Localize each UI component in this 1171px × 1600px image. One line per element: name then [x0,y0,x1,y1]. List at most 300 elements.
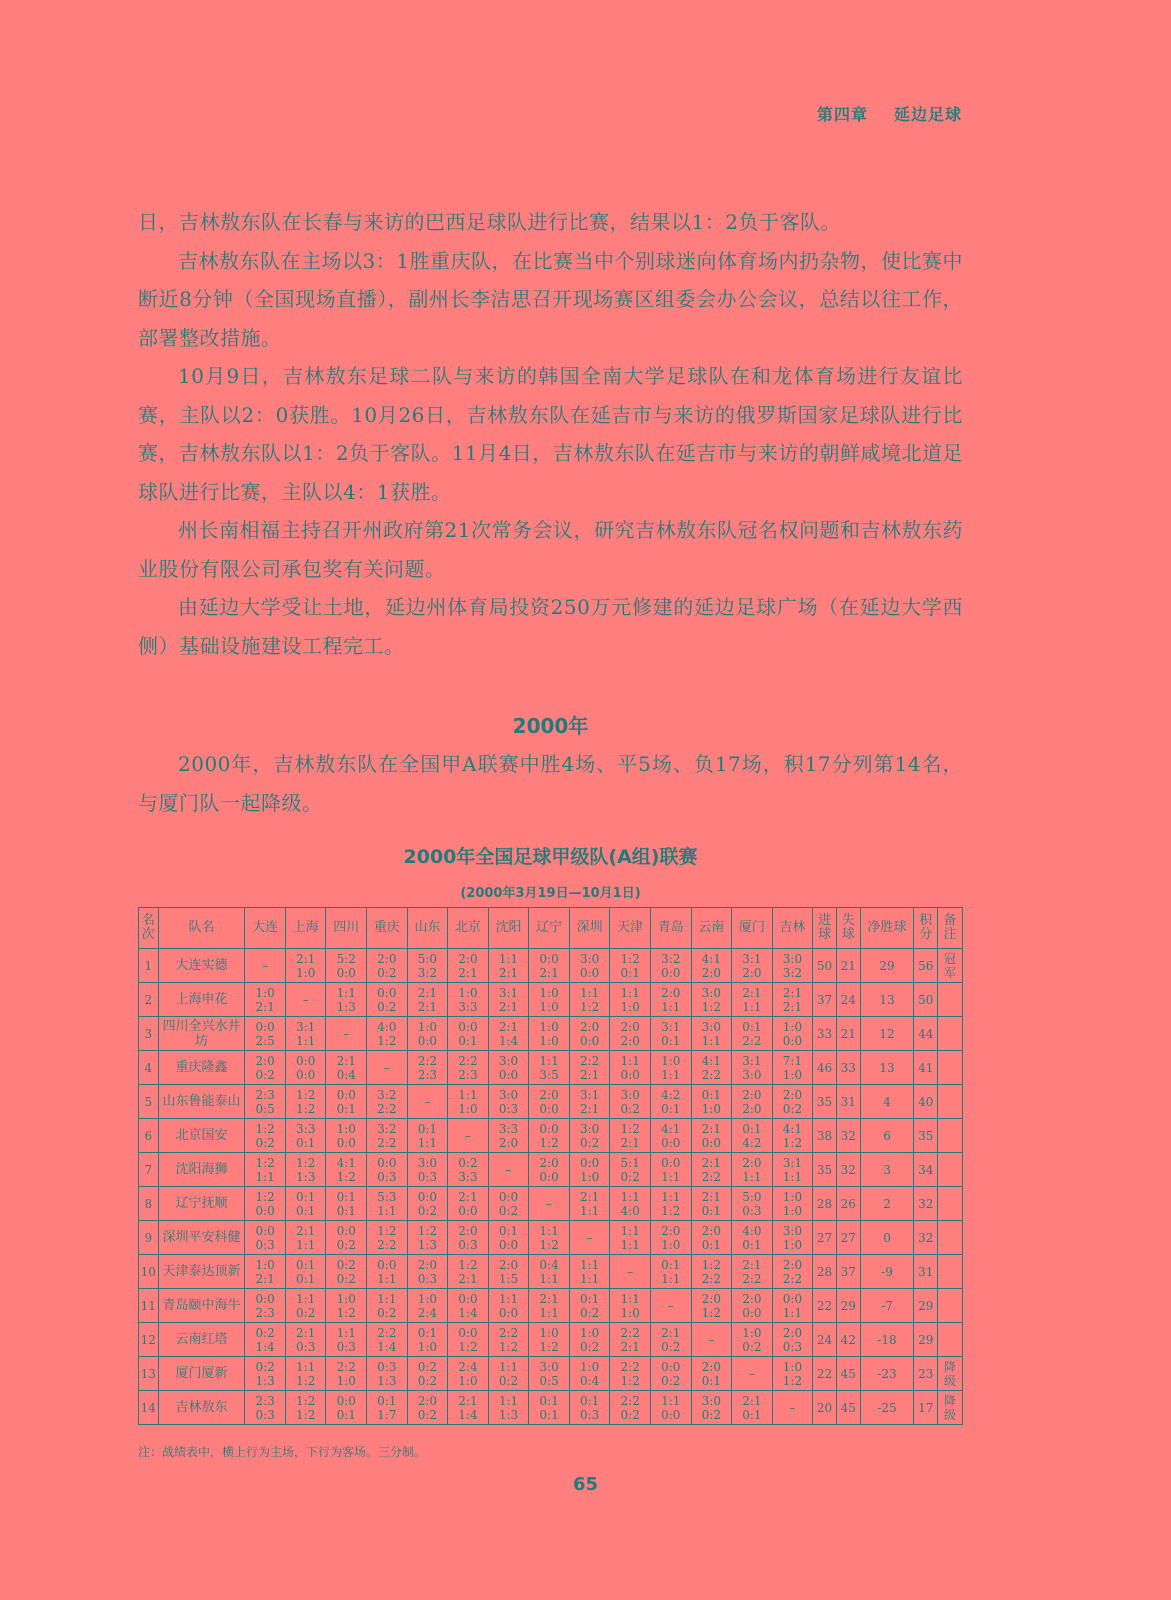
result-line: 1:0 [296,965,316,980]
cell-result [610,1391,651,1425]
cell-result [569,1153,610,1187]
cell-rank: 8 [139,1187,159,1221]
result-line: 3:0 [620,1087,640,1102]
result-line: 0:3 [579,1407,600,1422]
cell-result [367,1391,408,1425]
result-line: 2:2 [620,1359,640,1374]
result-line: 1:1 [377,1271,397,1286]
cell-gf: 33 [813,1017,837,1051]
result-line: 1:1 [661,1393,681,1408]
result-line: 3:0 [782,951,803,966]
cell-result [569,1357,610,1391]
result-line: 1:2 [782,1135,803,1150]
result-line: 3:0 [498,1087,519,1102]
result-line: 0:3 [336,1339,356,1354]
cell-result [285,1221,326,1255]
cell-result [772,1153,813,1187]
cell-result [326,1119,367,1153]
result-line: 1:2 [620,951,640,966]
cell-result [488,1187,529,1221]
cell-result [691,983,732,1017]
result-line: 3:1 [661,1019,681,1034]
cell-result [367,1187,408,1221]
cell-result [488,1255,529,1289]
cell-result [488,1221,529,1255]
result-line: 0:2 [336,1237,356,1252]
running-head [138,102,962,125]
table-row [139,1391,963,1425]
cell-result [245,1153,286,1187]
result-line: 1:3 [498,1407,519,1422]
cell-gf: 20 [813,1391,837,1425]
chapter-label: 第四章 [816,105,868,124]
cell-result [610,949,651,983]
result-line: 2:0 [661,985,681,1000]
result-line: 0:0 [458,1019,478,1034]
cell-pts: 17 [914,1391,938,1425]
result-line: 1:2 [458,1339,478,1354]
result-line: 1:1 [742,1169,762,1184]
result-line: 0:1 [701,1087,721,1102]
cell-result [650,1323,691,1357]
cell-team: 大连实德 [158,949,245,983]
cell-result [245,1051,286,1085]
result-line: 3:3 [458,1169,478,1184]
cell-result [650,1119,691,1153]
cell-ga: 37 [836,1255,860,1289]
cell-result [448,1017,489,1051]
cell-result [732,1051,773,1085]
cell-pts: 29 [914,1289,938,1323]
result-line: 0:1 [742,1237,762,1252]
cell-result [326,1289,367,1323]
result-line: 0:3 [782,1339,803,1354]
result-line: 1:2 [539,1237,559,1252]
cell-result: – [245,949,286,983]
cell-result [488,1119,529,1153]
result-line: 3:0 [782,1223,803,1238]
result-line: 1:0 [620,1305,640,1320]
cell-result [407,983,448,1017]
cell-team: 天津泰达顶新 [158,1255,245,1289]
result-line: 0:2 [255,1135,275,1150]
result-line: 0:0 [661,1407,681,1422]
cell-gd: 13 [860,1051,914,1085]
cell-result [245,1017,286,1051]
cell-gf: 38 [813,1119,837,1153]
result-line: 2:1 [296,1223,316,1238]
cell-team: 辽宁抚顺 [158,1187,245,1221]
cell-gf: 35 [813,1153,837,1187]
cell-result [691,1391,732,1425]
cell-result [448,1153,489,1187]
cell-result: – [448,1119,489,1153]
cell-pts: 35 [914,1119,938,1153]
result-line: 2:3 [255,1305,275,1320]
cell-result [691,949,732,983]
cell-result [650,1153,691,1187]
cell-result [650,1357,691,1391]
table-body [139,949,963,1425]
result-line: 1:1 [296,1237,316,1252]
cell-result [407,1221,448,1255]
cell-result [488,949,529,983]
header-opponent: 四川 [326,908,367,949]
cell-result [691,1085,732,1119]
cell-result [488,1391,529,1425]
header-gd: 净胜球 [860,908,914,949]
result-line: 0:0 [296,1067,316,1082]
cell-remark: 降级 [938,1391,963,1425]
cell-gd: 2 [860,1187,914,1221]
result-line: 0:2 [296,1305,316,1320]
result-line: 0:1 [539,1407,559,1422]
result-line: 2:2 [336,1359,356,1374]
cell-team: 上海申花 [158,983,245,1017]
result-line: 1:2 [782,1373,803,1388]
result-line: 3:3 [458,999,478,1014]
header-gf: 进球 [813,908,837,949]
result-line: 0:1 [742,1407,762,1422]
cell-result [529,949,570,983]
cell-result [650,1391,691,1425]
cell-team: 沈阳海狮 [158,1153,245,1187]
cell-result [569,1187,610,1221]
table-row [139,949,963,983]
cell-result [691,1289,732,1323]
result-line: 0:0 [539,1101,559,1116]
header-opponent: 厦门 [732,908,773,949]
result-line: 1:4 [377,1339,397,1354]
result-line: 2:1 [296,951,316,966]
result-line: 3:0 [539,1359,559,1374]
result-line: 2:0 [742,1101,762,1116]
cell-result [529,1119,570,1153]
result-line: 2:0 [742,1087,762,1102]
result-line: 4:1 [336,1155,356,1170]
cell-result [245,1221,286,1255]
header-opponent: 北京 [448,908,489,949]
result-line: 2:0 [377,951,397,966]
result-line: 1:2 [296,1101,316,1116]
cell-result [772,1051,813,1085]
cell-result [529,1289,570,1323]
chapter-title: 延边足球 [893,105,962,124]
cell-ga: 45 [836,1391,860,1425]
cell-pts: 40 [914,1085,938,1119]
result-line: 0:2 [579,1135,600,1150]
body-paragraph: 州长南相福主持召开州政府第21次常务会议，研究吉林敖东队冠名权问题和吉林敖东药业股份有限公司承包奖有关问题。 [138,518,963,581]
result-line: 0:1 [579,1393,600,1408]
result-line: 0:1 [296,1203,316,1218]
result-line: 0:0 [255,1019,275,1034]
result-line: 2:1 [498,999,519,1014]
result-line: 0:2 [620,1169,640,1184]
cell-result [772,1255,813,1289]
result-line: 0:2 [255,1067,275,1082]
result-line: 2:2 [377,1135,397,1150]
result-line: 0:1 [498,1223,519,1238]
cell-result: – [691,1323,732,1357]
cell-team: 厦门厦新 [158,1357,245,1391]
cell-gd: 0 [860,1221,914,1255]
cell-result [732,1391,773,1425]
cell-result [367,1221,408,1255]
result-line: 4:1 [701,1053,721,1068]
result-line: 2:1 [620,1135,640,1150]
result-line: 0:0 [417,1033,438,1048]
result-line: 1:0 [661,1053,681,1068]
result-line: 0:1 [296,1257,316,1272]
result-line: 0:0 [498,1237,519,1252]
result-line: 2:0 [417,1393,438,1408]
header-opponent: 大连 [245,908,286,949]
result-line: 2:2 [782,1271,803,1286]
result-line: 1:4 [255,1339,275,1354]
cell-result [488,1017,529,1051]
result-line: 1:0 [742,1325,762,1340]
result-line: 2:3 [417,1067,438,1082]
result-line: 1:4 [498,1033,519,1048]
cell-result [772,1323,813,1357]
cell-result [732,1153,773,1187]
result-line: 1:7 [377,1407,397,1422]
result-line: 1:2 [661,1203,681,1218]
table-row [139,1153,963,1187]
result-line: 2:1 [498,1019,519,1034]
result-line: 0:3 [417,1271,438,1286]
result-line: 0:1 [296,1271,316,1286]
cell-result [285,1255,326,1289]
result-line: 1:1 [336,985,356,1000]
cell-result [529,1051,570,1085]
result-line: 2:3 [458,1067,478,1082]
result-line: 0:2 [417,1373,438,1388]
cell-gd: -9 [860,1255,914,1289]
cell-result [732,1017,773,1051]
cell-result: – [610,1255,651,1289]
cell-result [448,1357,489,1391]
result-line: 1:0 [579,1169,600,1184]
cell-result [772,983,813,1017]
result-line: 0:2 [417,1203,438,1218]
result-line: 0:0 [539,951,559,966]
cell-rank: 3 [139,1017,159,1051]
result-line: 4:2 [661,1087,681,1102]
result-line: 1:2 [620,1121,640,1136]
cell-gd: -18 [860,1323,914,1357]
result-line: 0:1 [377,1393,397,1408]
body-paragraph: 由延边大学受让土地，延边州体育局投资250万元修建的延边足球广场（在延边大学西侧）基础设施建设工程完工。 [138,595,963,658]
cell-result: – [529,1187,570,1221]
table-row [139,1289,963,1323]
result-line: 2:1 [498,965,519,980]
result-line: 2:2 [377,1237,397,1252]
cell-result [529,983,570,1017]
result-line: 1:2 [377,1033,397,1048]
result-line: 0:1 [701,1237,721,1252]
result-line: 0:0 [458,1291,478,1306]
result-line: 1:1 [661,1169,681,1184]
cell-gf: 28 [813,1187,837,1221]
cell-result [610,1119,651,1153]
result-line: 1:0 [620,999,640,1014]
result-line: 0:0 [498,1189,519,1204]
result-line: 1:0 [539,985,559,1000]
result-line: 2:0 [701,1359,721,1374]
header-remark: 备注 [938,908,963,949]
body-paragraph: 10月9日，吉林敖东足球二队与来访的韩国全南大学足球队在和龙体育场进行友谊比赛，主队以2：0获胜。10月26日，吉林敖东队在延吉市与来访的俄罗斯国家足球队进行比赛，吉林敖东队以1：2负于客队。11月4日，吉林敖东队在延吉市与来访的朝鲜咸境北道足球队进行比赛，主队以4：1获胜。 [138,364,963,504]
result-line: 2:2 [701,1271,721,1286]
cell-result [367,1357,408,1391]
cell-result [691,1017,732,1051]
cell-result [407,1153,448,1187]
result-line: 0:2 [620,1101,640,1116]
cell-result [772,1221,813,1255]
cell-team: 吉林敖东 [158,1391,245,1425]
result-line: 3:1 [742,951,762,966]
cell-ga: 24 [836,983,860,1017]
cell-result [367,1255,408,1289]
result-line: 2:0 [782,1325,803,1340]
cell-result [529,1153,570,1187]
result-line: 0:2 [377,1305,397,1320]
result-line: 2:1 [255,1271,275,1286]
result-line: 1:0 [782,1189,803,1204]
table-row [139,983,963,1017]
result-line: 1:4 [458,1407,478,1422]
result-line: 3:5 [539,1067,559,1082]
cell-remark [938,1323,963,1357]
cell-result [285,1153,326,1187]
cell-result [529,1221,570,1255]
cell-remark: 冠军 [938,949,963,983]
result-line: 1:1 [539,1305,559,1320]
cell-result [650,1017,691,1051]
result-line: 2:0 [742,1155,762,1170]
cell-result [529,1323,570,1357]
result-line: 0:3 [377,1359,397,1374]
result-line: 1:0 [255,1257,275,1272]
result-line: 2:1 [742,1257,762,1272]
result-line: 7:1 [782,1053,803,1068]
result-line: 1:2 [296,1373,316,1388]
result-line: 2:0 [498,1257,519,1272]
cell-pts: 23 [914,1357,938,1391]
result-line: 1:1 [579,985,600,1000]
result-line: 3:0 [579,1121,600,1136]
result-line: 2:1 [296,1325,316,1340]
table-row [139,1119,963,1153]
cell-result [407,1255,448,1289]
cell-result: – [326,1017,367,1051]
result-line: 0:2 [498,1373,519,1388]
result-line: 0:1 [701,1203,721,1218]
table-row [139,1085,963,1119]
cell-result [448,1187,489,1221]
cell-result [650,949,691,983]
result-line: 2:0 [782,1257,803,1272]
result-line: 0:3 [742,1203,762,1218]
table-note: 注：战绩表中，横上行为主场，下行为客场。三分制。 [138,1445,427,1459]
cell-result [326,949,367,983]
cell-result [367,949,408,983]
result-line: 1:3 [377,1373,397,1388]
result-line: 0:0 [296,1053,316,1068]
result-line: 2:3 [255,1087,275,1102]
result-line: 0:2 [661,1373,681,1388]
result-line: 2:2 [701,1067,721,1082]
result-line: 0:1 [620,965,640,980]
cell-result [569,1323,610,1357]
cell-result [732,949,773,983]
cell-result [569,1085,610,1119]
cell-result [367,1323,408,1357]
result-line: 0:2 [498,1203,519,1218]
cell-result [407,1187,448,1221]
result-line: 1:2 [377,1223,397,1238]
cell-result: – [285,983,326,1017]
result-line: 0:1 [336,1407,356,1422]
result-line: 1:2 [296,1393,316,1408]
cell-result [326,983,367,1017]
result-line: 1:2 [701,1305,721,1320]
result-line: 0:3 [255,1407,275,1422]
cell-result [285,1391,326,1425]
result-line: 3:1 [579,1087,600,1102]
cell-gd: -7 [860,1289,914,1323]
result-line: 2:1 [701,1155,721,1170]
result-line: 1:2 [255,1121,275,1136]
cell-rank: 14 [139,1391,159,1425]
result-line: 1:1 [661,1067,681,1082]
header-opponent: 沈阳 [488,908,529,949]
result-line: 1:2 [620,1373,640,1388]
cell-result [245,1255,286,1289]
cell-rank: 10 [139,1255,159,1289]
result-line: 0:1 [661,1033,681,1048]
cell-result [732,1187,773,1221]
result-line: 0:0 [539,1169,559,1184]
result-line: 1:2 [539,1339,559,1354]
result-line: 0:1 [661,1101,681,1116]
result-line: 0:2 [701,1407,721,1422]
cell-rank: 7 [139,1153,159,1187]
result-line: 0:2 [579,1305,600,1320]
cell-result [569,1051,610,1085]
cell-ga: 45 [836,1357,860,1391]
cell-ga: 29 [836,1289,860,1323]
result-line: 3:3 [498,1121,519,1136]
header-opponent: 辽宁 [529,908,570,949]
cell-ga: 21 [836,949,860,983]
result-line: 0:0 [255,1291,275,1306]
result-line: 0:1 [458,1033,478,1048]
result-line: 1:1 [539,1053,559,1068]
result-line: 2:2 [579,1053,600,1068]
cell-gd: 13 [860,983,914,1017]
result-line: 1:1 [620,1291,640,1306]
table-row [139,1221,963,1255]
cell-result: – [569,1221,610,1255]
result-line: 3:1 [742,1053,762,1068]
result-line: 0:3 [458,1237,478,1252]
result-line: 1:1 [782,1169,803,1184]
result-line: 3:0 [701,1393,721,1408]
result-line: 1:0 [417,1291,438,1306]
cell-result [407,1357,448,1391]
cell-result [569,949,610,983]
